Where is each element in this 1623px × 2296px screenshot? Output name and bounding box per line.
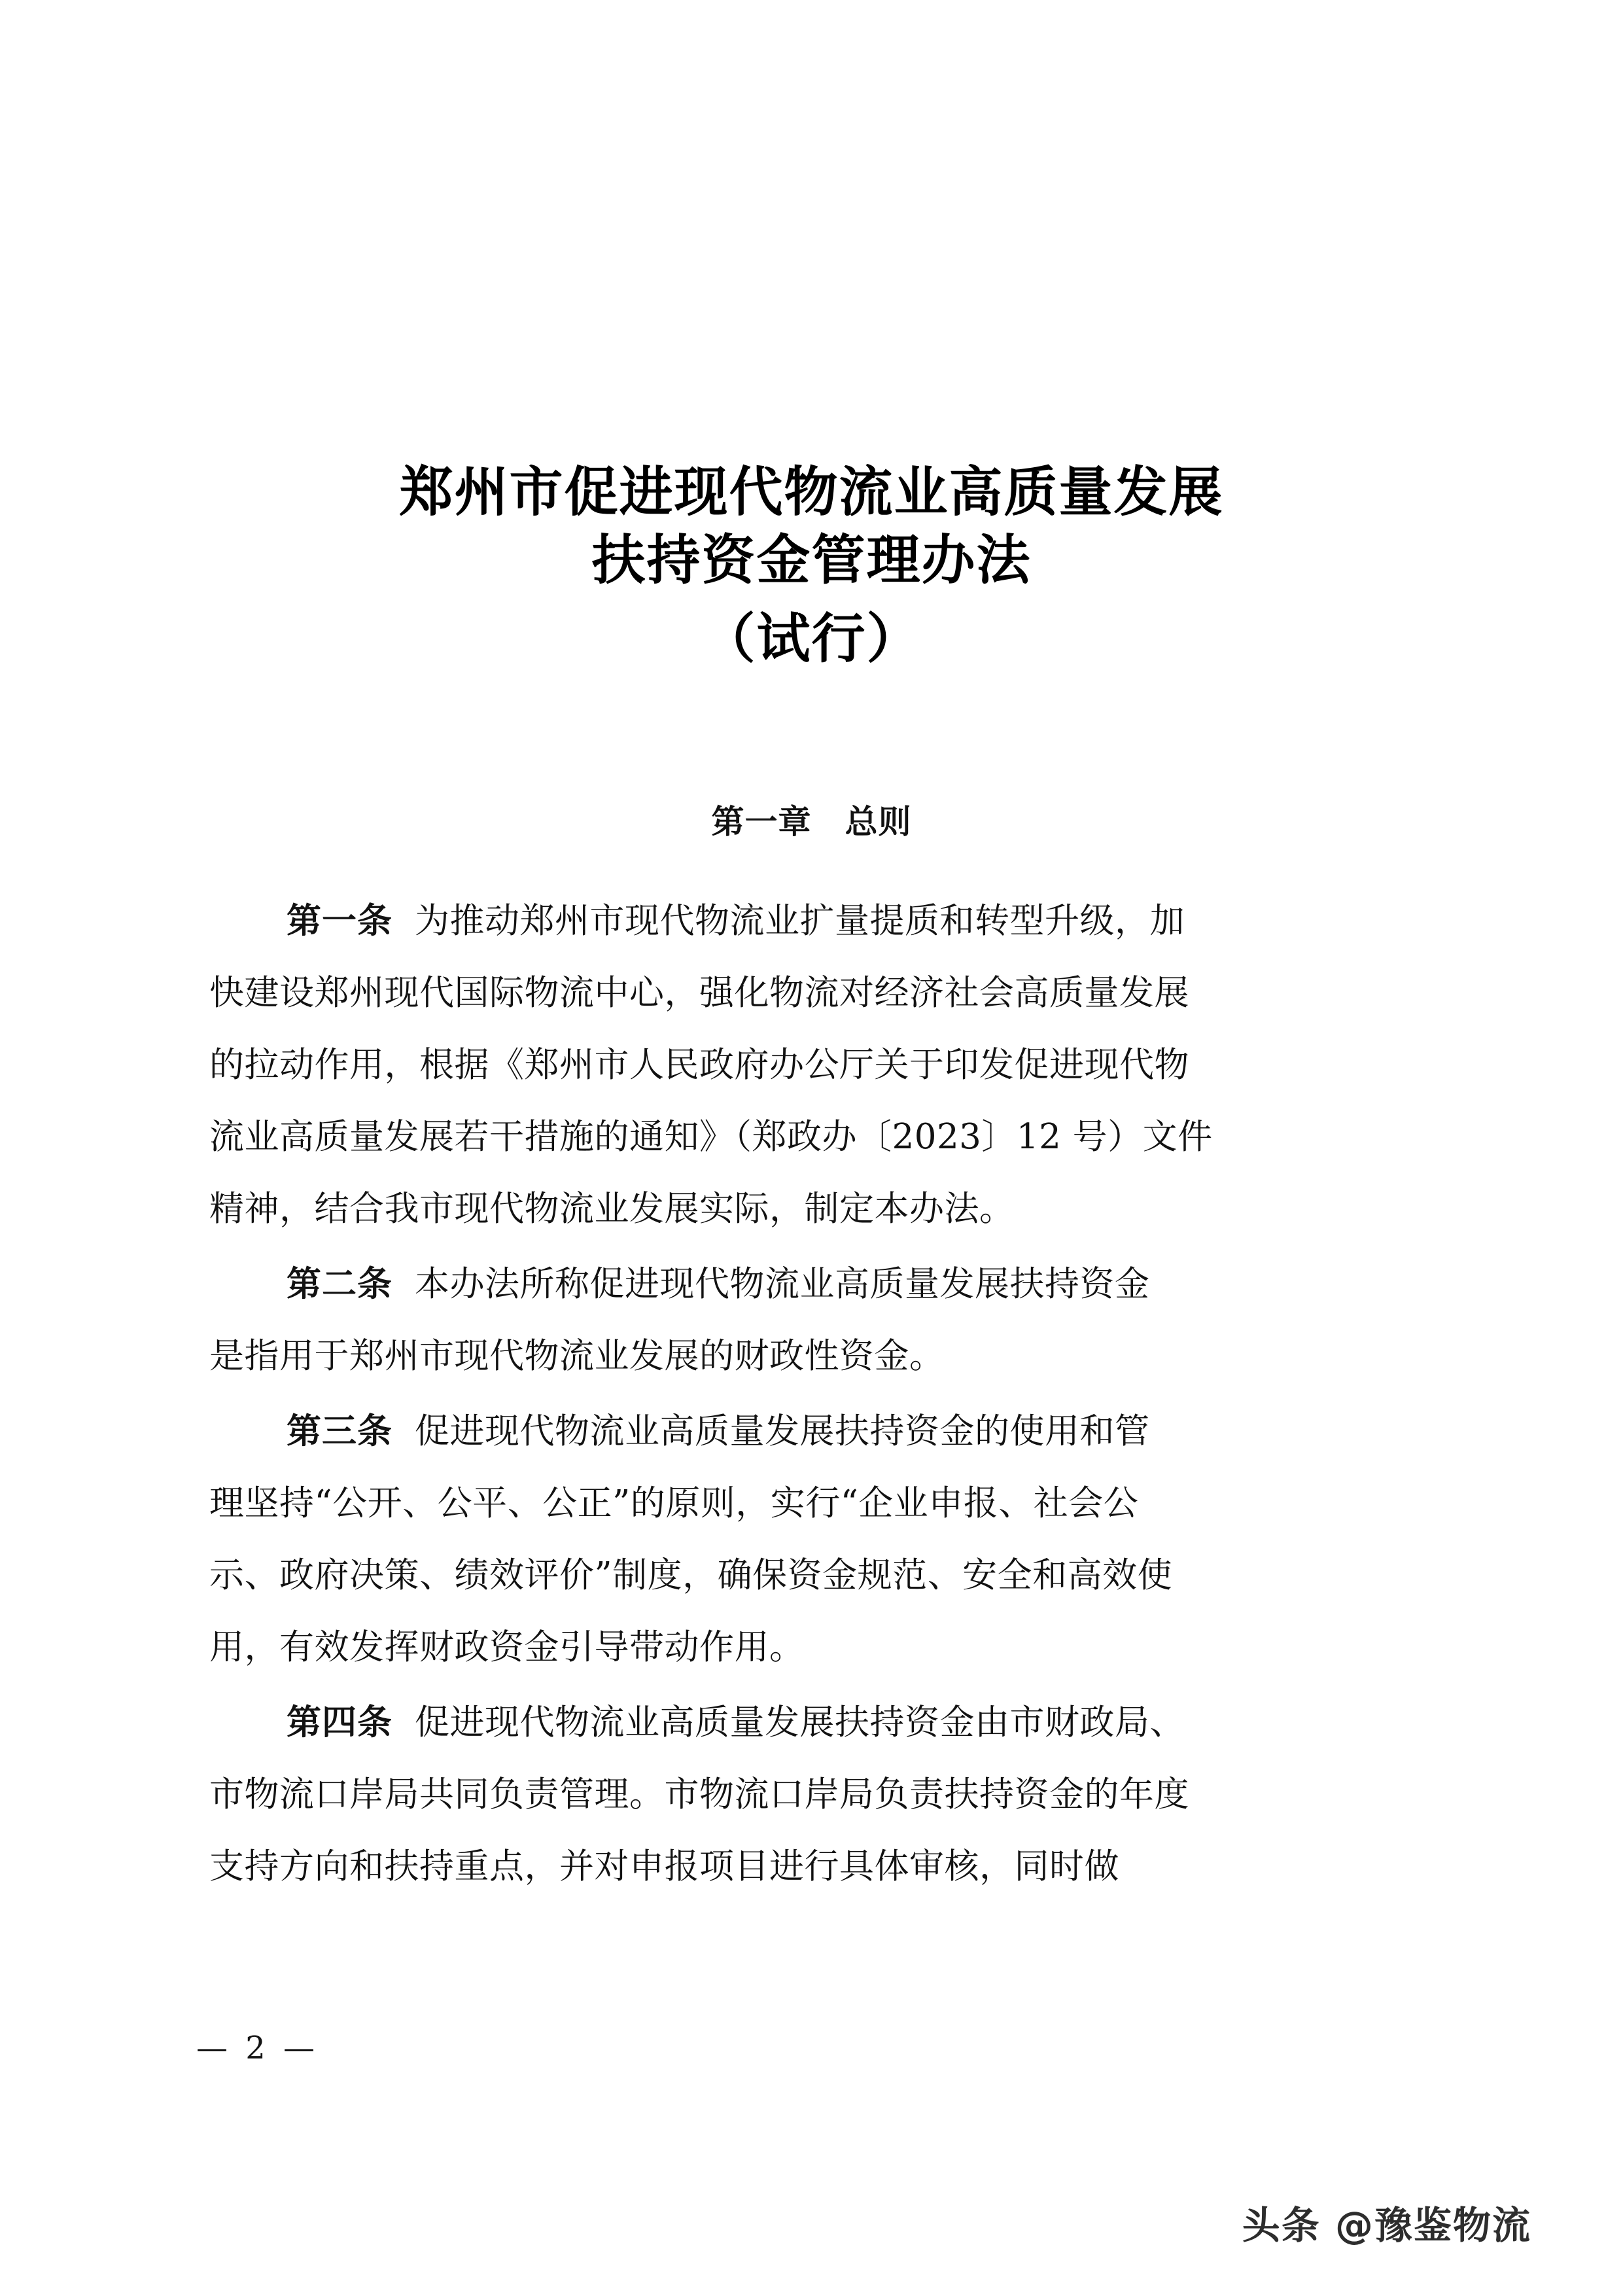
article-1-line-1 [209,885,1439,957]
article-1-line-5: 精神，结合我市现代物流业发展实际，制定本办法。 [209,1189,1015,1229]
article-3-line-2: 理坚持“公开、公平、公正”的原则，实行“企业申报、社会公 [209,1483,1139,1523]
article-2-line-2: 是指用于郑州市现代物流业发展的财政性资金。 [209,1336,945,1376]
article-4-line-2: 市物流口岸局共同负责管理。市物流口岸局负责扶持资金的年度 [209,1775,1189,1814]
document-title-block [0,458,1623,675]
article-3-text-1: 促进现代物流业高质量发展扶持资金的使用和管 [415,1411,1150,1451]
article-4-label: 第四条 [287,1702,393,1742]
article-2 [209,1248,1439,1392]
article-1-line-2: 快建设郑州现代国际物流中心，强化物流对经济社会高质量发展 [209,973,1189,1013]
article-4-line-1 [209,1686,1439,1759]
article-4-line-3: 支持方向和扶持重点，并对申报项目进行具体审核，同时做 [209,1846,1119,1886]
article-2-text-1: 本办法所称促进现代物流业高质量发展扶持资金 [415,1264,1150,1304]
article-3-label: 第三条 [287,1411,393,1451]
article-4 [209,1686,1439,1903]
document-title-line-2: 扶持资金管理办法 [591,529,1032,592]
article-2-line-1 [209,1248,1439,1320]
article-1-line-3: 的拉动作用，根据《郑州市人民政府办公厅关于印发促进现代物 [209,1045,1189,1085]
article-3-line-1 [209,1395,1439,1468]
article-3 [209,1395,1439,1684]
article-2-label: 第二条 [287,1263,393,1304]
document-body [209,885,1439,1905]
page-number: — 2 — [196,2030,319,2066]
article-1-line-4: 流业高质量发展若干措施的通知》（郑政办〔2023〕12 号）文件 [209,1117,1213,1157]
watermark: 头条 @豫鉴物流 [1242,2203,1531,2248]
article-3-line-3: 示、政府决策、绩效评价”制度，确保资金规范、安全和高效使 [209,1555,1173,1595]
article-1-text-1: 为推动郑州市现代物流业扩量提质和转型升级，加 [415,901,1185,941]
document-subtitle: （试行） [701,607,922,670]
article-1 [209,885,1439,1245]
article-3-line-4: 用，有效发挥财政资金引导带动作用。 [209,1627,805,1667]
document-title-line-1: 郑州市促进现代物流业高质量发展 [399,461,1224,523]
article-4-text-1: 促进现代物流业高质量发展扶持资金由市财政局、 [415,1703,1185,1742]
chapter-heading: 第一章 总则 [711,803,912,841]
article-1-label: 第一条 [287,900,393,941]
